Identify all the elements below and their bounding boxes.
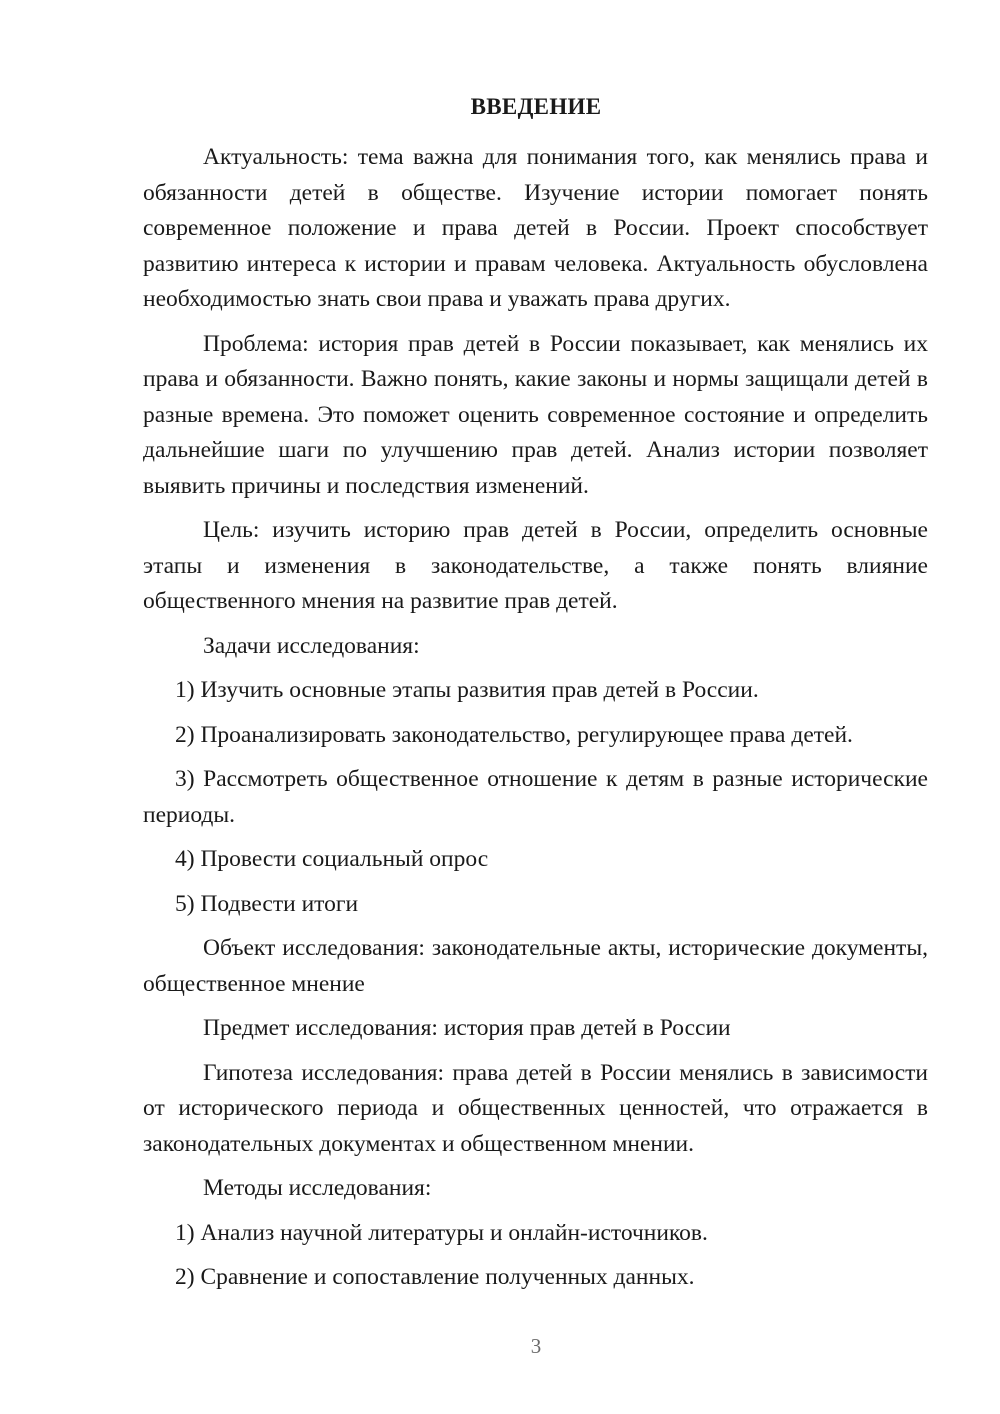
task-item-4: 4) Провести социальный опрос bbox=[175, 846, 489, 872]
page-title: ВВЕДЕНИЕ bbox=[470, 94, 602, 119]
page-number: 3 bbox=[530, 1334, 542, 1358]
relevance-paragraph: Актуальность: тема важна для понимания того, как менялись права и обязанности детей в обществе. Изучение истории помогает понять современное положение и права детей в России. Проект способствует развитию интереса к истории и правам человека. Актуальность обусловлена необходимостью знать свои права и уважать права других. bbox=[143, 144, 928, 312]
subject-paragraph: Предмет исследования: история прав детей в России bbox=[203, 1015, 731, 1041]
method-item-2: 2) Сравнение и сопоставление полученных данных. bbox=[175, 1264, 695, 1290]
task-item-5: 5) Подвести итоги bbox=[175, 890, 359, 917]
methods-heading: Методы исследования: bbox=[203, 1175, 432, 1201]
method-item-1: 1) Анализ научной литературы и онлайн-источников. bbox=[175, 1219, 708, 1246]
hypothesis-paragraph: Гипотеза исследования: права детей в России менялись в зависимости от исторического периода и общественных ценностей, что отражается в законодательных документах и общественном мнении. bbox=[143, 1059, 928, 1157]
goal-paragraph: Цель: изучить историю прав детей в России, определить основные этапы и изменения в законодательстве, а также понять влияние общественного мнения на развитие прав детей. bbox=[143, 517, 928, 614]
tasks-heading: Задачи исследования: bbox=[203, 632, 420, 659]
problem-paragraph: Проблема: история прав детей в России показывает, как менялись их права и обязанности. Важно понять, какие законы и нормы защищали детей в разные времена. Это поможет оценить современное состояние и определить дальнейшие шаги по улучшению прав детей. Анализ истории позволяет выявить причины и последствия изменений. bbox=[143, 330, 928, 499]
page-content bbox=[143, 140, 928, 1305]
task-item-3: 3) Рассмотреть общественное отношение к детям в разные исторические периоды. bbox=[143, 766, 928, 828]
task-item-2: 2) Проанализировать законодательство, регулирующее права детей. bbox=[175, 721, 853, 748]
object-paragraph: Объект исследования: законодательные акты, исторические документы, общественное мнение bbox=[143, 935, 928, 997]
task-item-1: 1) Изучить основные этапы развития прав детей в России. bbox=[175, 677, 759, 703]
